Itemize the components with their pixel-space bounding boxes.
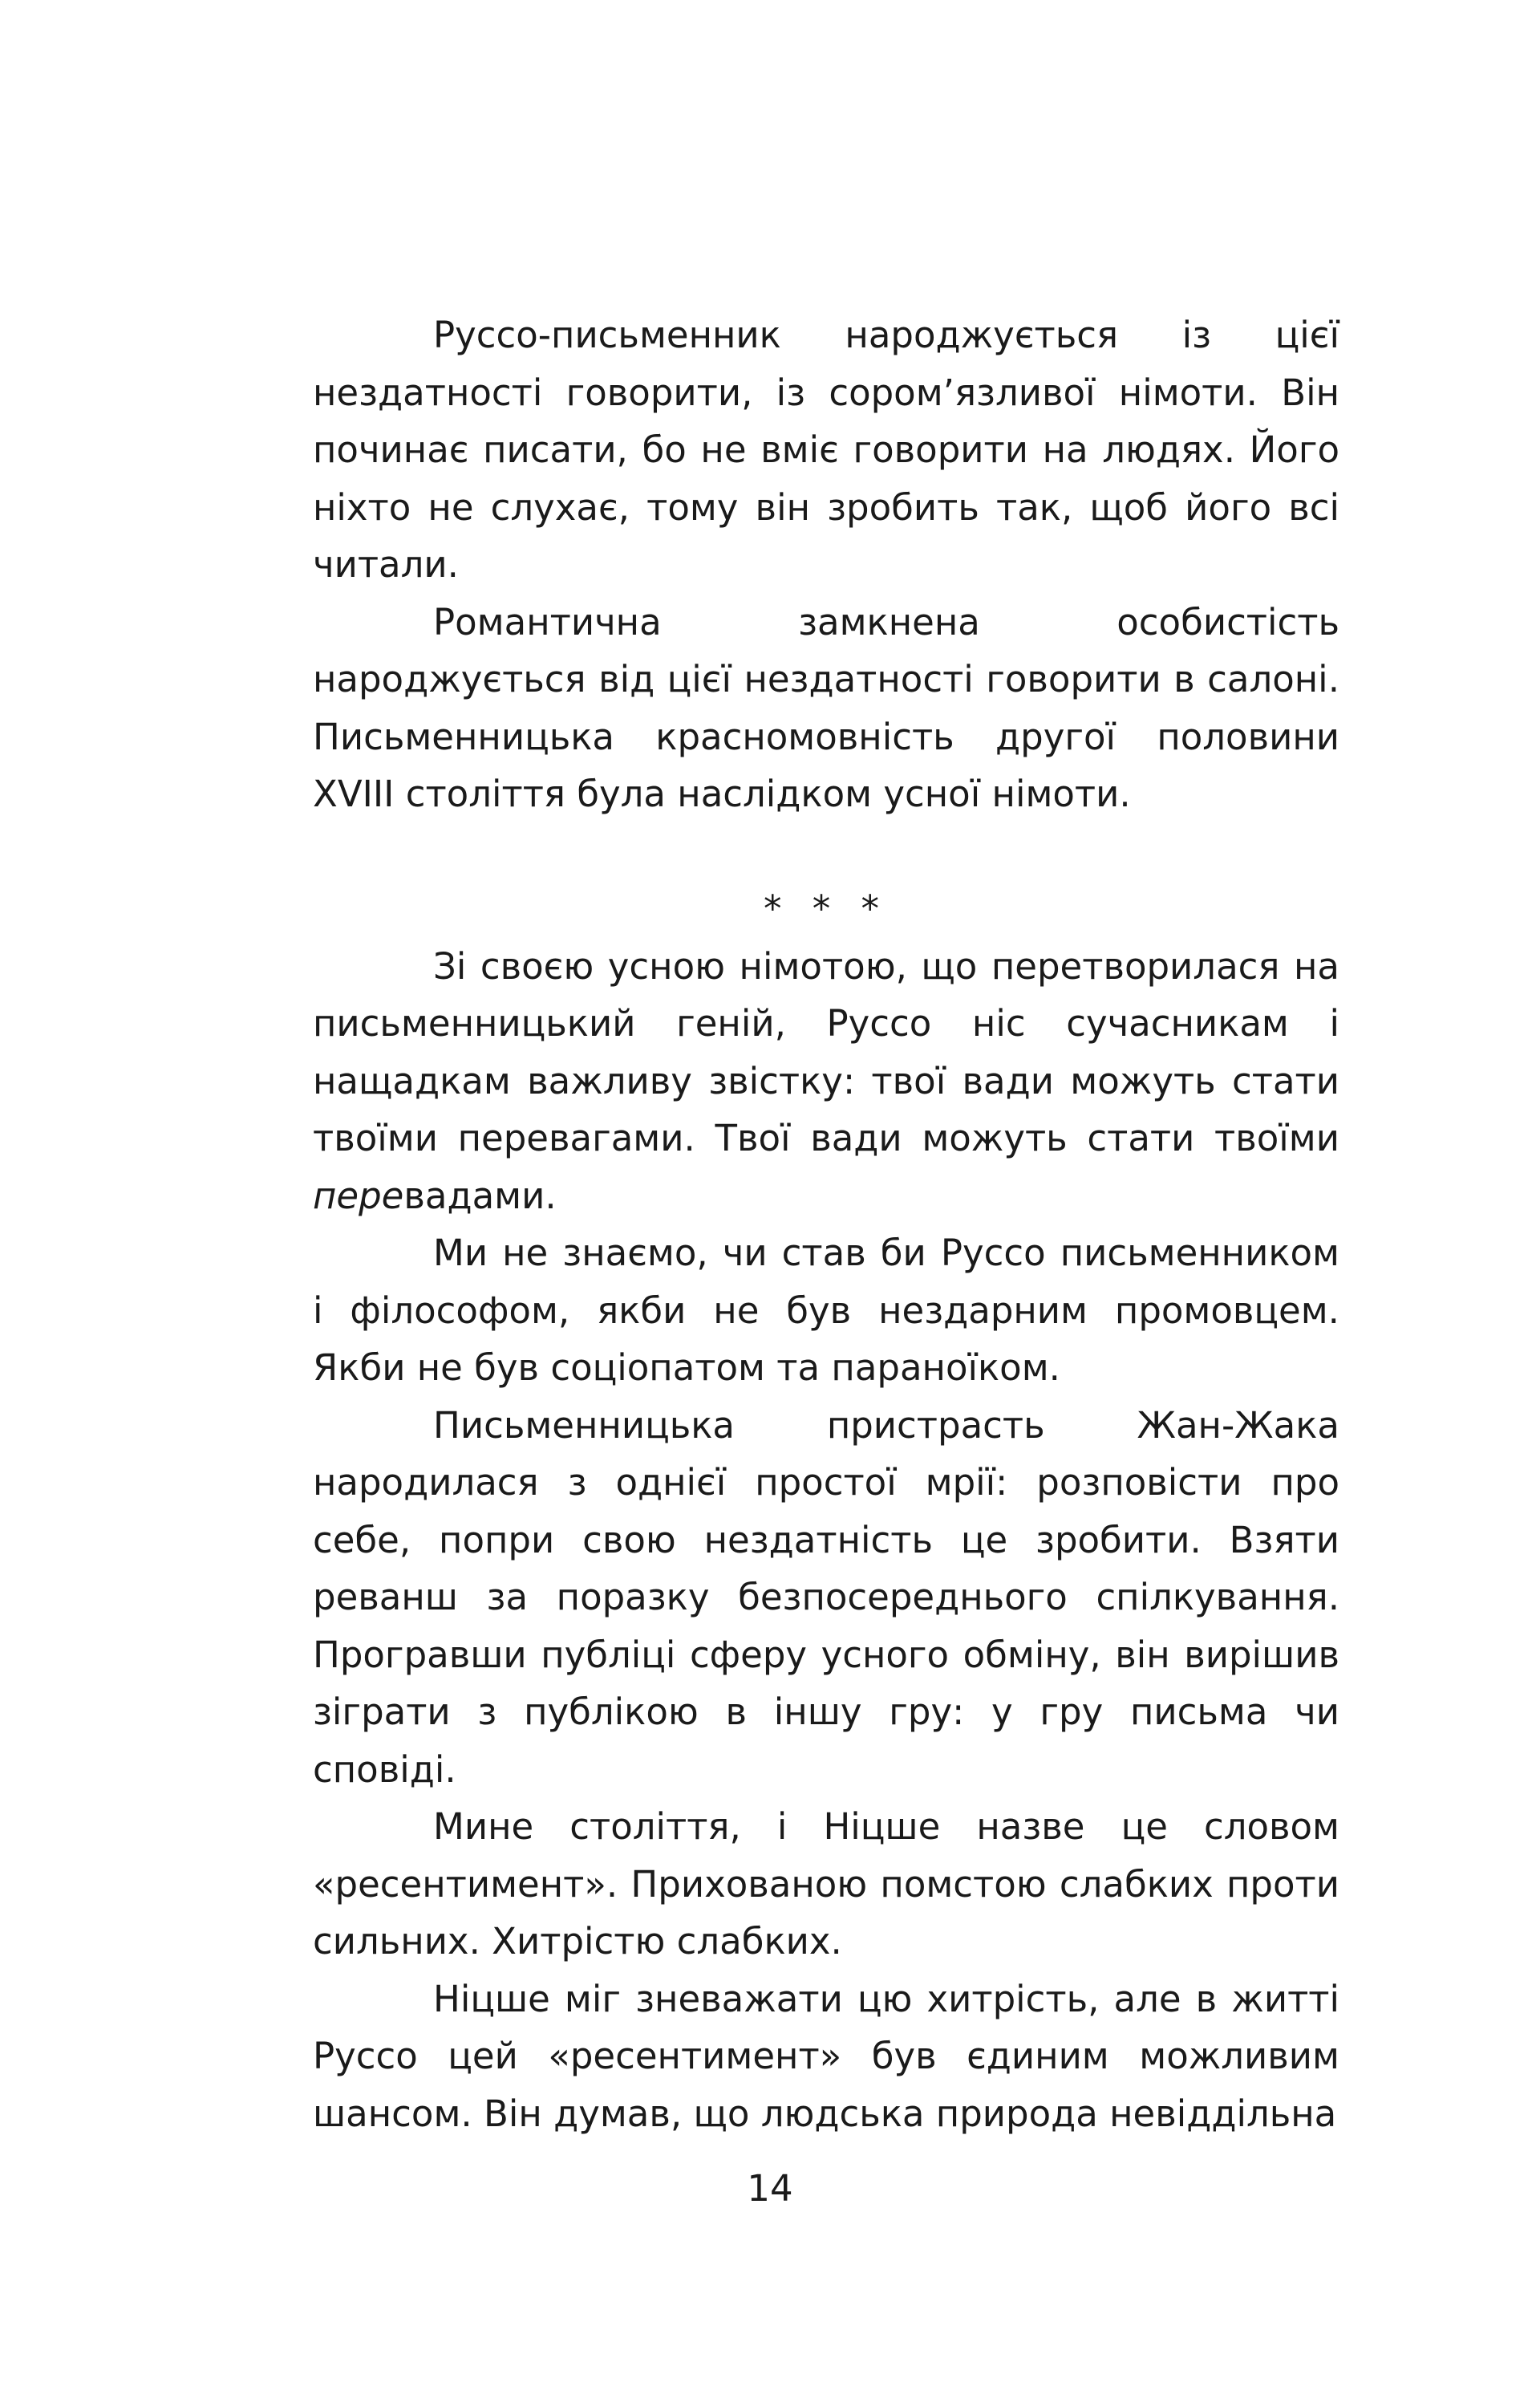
paragraph-4: Ми не знаємо, чи став би Руссо письменником і філософом, якби не був нездарним промовцем. Якби не був соціопатом та параноїком. (313, 1232, 1339, 1389)
paragraph-3-text: Зі своєю усною німотою, що перетворилася на письменницький геній, Руссо ніс сучасникам і нащадкам важливу звістку: твої вади можуть стати твоїми перевагами. Твої вади можуть стати твоїми (313, 944, 1339, 1159)
paragraph-7: Ніцше міг зневажати цю хитрість, але в житті Руссо цей «ресентимент» був єдиним можливим шансом. Він думав, що людська природа невіддільна (313, 1977, 1339, 2135)
body-text (313, 306, 1339, 2142)
paragraph-5: Письменницька пристрасть Жан-Жака народилася з однієї простої мрії: розповісти про себе, попри свою нездатність це зробити. Взяти реванш за поразку безпосереднього спілкування. Програвши публіці сферу усного обміну, він вирішив зіграти з публікою в іншу гру: у гру письма чи сповіді. (313, 1403, 1339, 1791)
paragraph-1: Руссо-письменник народжується із цієї нездатності говорити, із сором’язливої німоти. Він починає писати, бо не вміє говорити на людях. Його ніхто не слухає, тому він зробить так, щоб його всі читали. (313, 314, 1339, 586)
section-separator: * * * (763, 887, 890, 930)
paragraph-2: Романтична замкнена особистість народжується від цієї нездатності говорити в салоні. Письменницька красномовність другої половини XVIII століття була наслідком усної німоти. (313, 600, 1339, 815)
page-number: 14 (747, 2167, 793, 2210)
paragraph-3 (313, 938, 1339, 1225)
paragraph-6: Мине століття, і Ніцше назве це словом «ресентимент». Прихованою помстою слабких проти сильних. Хитрістю слабких. (313, 1805, 1339, 1963)
paragraph-3-italic: пере (313, 1174, 404, 1217)
paragraph-3-end: вадами. (403, 1174, 557, 1217)
